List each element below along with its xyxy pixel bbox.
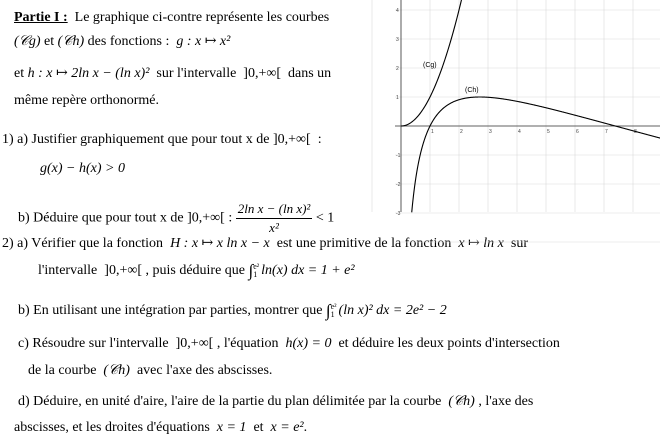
q2a-line-1	[2, 235, 528, 253]
interval-text: ]0,+∞[	[243, 66, 281, 81]
g-definition: g : x ↦ x²	[176, 34, 231, 49]
intro-line-4	[14, 92, 159, 110]
q2c-text3: et déduire les deux points d'intersection	[338, 336, 560, 351]
q2b-line	[18, 302, 447, 320]
q1b-line	[18, 200, 334, 237]
q1b-interval: ]0,+∞[ :	[187, 210, 233, 226]
q2c-line2-end: avec l'axe des abscisses.	[136, 363, 273, 378]
intro-line-3	[14, 65, 331, 83]
q1a-inequality	[40, 160, 125, 178]
curve-h-label: (𝒞h)	[57, 34, 85, 49]
et-h-text: et	[14, 66, 25, 81]
partie-title: Partie I :	[14, 10, 68, 25]
q2a-int-sup: e²	[253, 262, 260, 271]
q2a-integrand: ln(x) dx = 1 + e²	[261, 263, 355, 279]
q2c-line2: de la courbe	[28, 363, 97, 378]
q1a-interval: ]0,+∞[	[272, 132, 311, 147]
q2c-curve: (𝒞h)	[103, 363, 130, 378]
q1b-frac-den: x²	[269, 220, 279, 235]
q2d-line-2	[14, 419, 307, 437]
intro-text: Le graphique ci-contre représente les courbes	[74, 10, 330, 25]
q2a-H-def: H : x ↦ x ln x − x	[170, 236, 270, 251]
intro-line-2	[14, 33, 230, 51]
q2a-integral-sign: ∫	[248, 261, 254, 280]
y-tick-label: 1	[396, 95, 399, 101]
function-graph	[395, 0, 660, 217]
q1a-colon: :	[317, 132, 322, 147]
x-tick-label: 1	[431, 129, 434, 135]
et-text: et	[44, 34, 55, 49]
y-tick-label: 3	[396, 37, 399, 43]
curve-h	[412, 97, 660, 212]
des-fonctions-text: des fonctions :	[87, 34, 170, 49]
q2b-integral-sign: ∫	[325, 301, 331, 320]
q1a-ineq: g(x) − h(x) > 0	[40, 161, 125, 176]
q2b-int-inf: 1	[330, 310, 335, 319]
q2c-line-2	[28, 362, 272, 380]
q2c-interval: ]0,+∞[	[175, 336, 214, 351]
x-tick-label: 5	[547, 129, 550, 135]
q2d-text2: , l'axe des	[478, 394, 534, 409]
q2a-line2-start: l'intervalle	[38, 263, 98, 279]
q2a-line-2	[38, 262, 355, 280]
h-definition: h : x ↦ 2ln x − (ln x)²	[27, 66, 150, 81]
q1a-text: 1) a) Justifier graphiquement que pour tout x de	[2, 132, 270, 147]
meme-repere-text: même repère orthonormé.	[14, 93, 159, 108]
x-tick-label: 8	[634, 129, 637, 135]
q1b-fraction	[236, 200, 313, 237]
q1b-text: b) Déduire que pour tout x de	[18, 210, 184, 226]
x-tick-label: 6	[576, 129, 579, 135]
q2a-limits	[253, 263, 259, 279]
q2a-puis: , puis déduire que	[145, 263, 246, 279]
q2d-eq1: x = 1	[216, 420, 247, 435]
x-tick-label: 3	[489, 129, 492, 135]
q2b-limits	[331, 303, 337, 319]
q2a-sur: sur	[510, 236, 529, 251]
q1a-line	[2, 131, 322, 149]
q2d-line-1	[18, 393, 533, 411]
q2d-line2: abscisses, et les droites d'équations	[14, 420, 210, 435]
curve-g-label: (𝒞g)	[14, 34, 41, 49]
graph-ticks	[396, 8, 660, 217]
sur-intervalle-text: sur l'intervalle	[156, 66, 237, 81]
q2b-integrand: (ln x)² dx = 2e² − 2	[338, 303, 447, 319]
intro-line-1	[14, 9, 329, 27]
y-tick-label: -1	[396, 153, 401, 159]
q1b-rhs: < 1	[315, 210, 335, 226]
x-tick-label: 7	[605, 129, 608, 135]
x-tick-label: 4	[518, 129, 521, 135]
q2c-text: c) Résoudre sur l'intervalle	[18, 336, 169, 351]
q2c-eq: h(x) = 0	[285, 336, 332, 351]
q1b-frac-num: 2ln x − (ln x)²	[236, 200, 313, 219]
q2d-end: .	[303, 420, 308, 435]
x-tick-label: 2	[460, 129, 463, 135]
q2a-text: 2) a) Vérifier que la fonction	[2, 236, 164, 251]
curve-h-graph-label: (Ch)	[465, 87, 479, 94]
q2c-line-1	[18, 335, 560, 353]
q2b-text: b) En utilisant une intégration par parties, montrer que	[18, 303, 323, 319]
q2d-text: d) Déduire, en unité d'aire, l'aire de la partie du plan délimitée par la courbe	[18, 394, 442, 409]
y-tick-label: 2	[396, 66, 399, 72]
q2b-int-sup: e²	[330, 302, 337, 311]
curve-g-graph-label: (Cg)	[423, 62, 437, 69]
y-tick-label: -2	[396, 182, 401, 188]
q2d-eq2: x = e²	[270, 420, 304, 435]
q2a-f-def: x ↦ ln x	[458, 236, 504, 251]
q2a-int-inf: 1	[253, 270, 258, 279]
q2a-interval: ]0,+∞[	[104, 263, 142, 279]
dans-un-text: dans un	[288, 66, 332, 81]
y-tick-label: -3	[396, 211, 401, 217]
y-tick-label: 4	[396, 8, 399, 14]
q2d-curve: (𝒞h)	[448, 394, 475, 409]
graph-grid	[372, 0, 660, 242]
q2d-et: et	[253, 420, 264, 435]
q2c-text2: , l'équation	[216, 336, 279, 351]
q2a-text2: est une primitive de la fonction	[276, 236, 452, 251]
graph-axes	[395, 0, 660, 212]
